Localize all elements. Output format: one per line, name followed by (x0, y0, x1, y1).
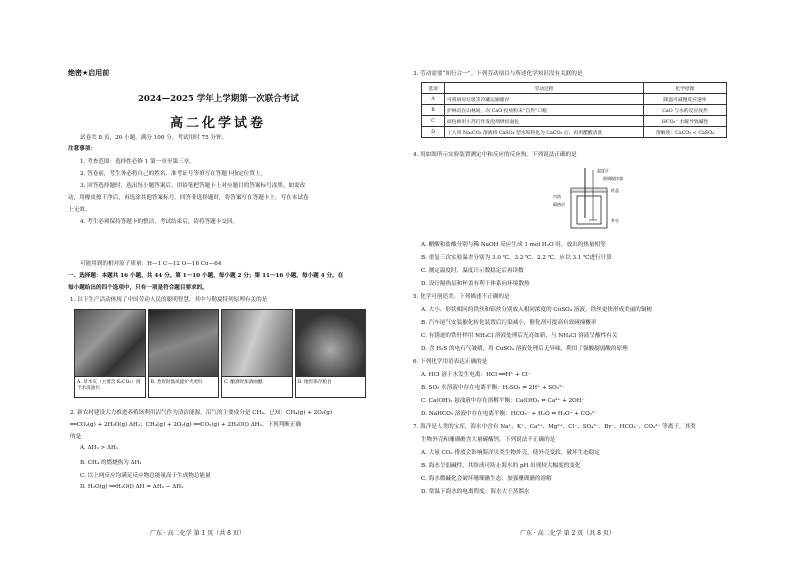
table-cell: 工人用 Na₂CO₃ 溶液将 CaSO₄ 型水垢转化为 CaCO₃ 后，再用醋酸清洗 (445, 127, 644, 138)
option: D. 含 H₂S 的电石气皱褶，用 CuSO₄ 溶液处理后无异味，利用了强酸制弱酸的原理 (421, 346, 628, 352)
option: A. 大小、形状相同的铁丝和铝丝分别放入相同浓度的 CuSO₄ 溶液，铁丝更快形成美丽的铜树 (421, 307, 653, 313)
question-2: ══CO₂(g) + 2H₂O(g) ΔH₁；CH₄(g) + 2O₂(g) ══CO₂(g) + 2H₂O(l) ΔH₂。下列判断正确 (70, 422, 302, 428)
label-thermometer: 温度计 (597, 168, 609, 173)
exam-intro: 试卷共 8 页，20 小题，满分 100 分。考试用时 75 分钟。 (80, 135, 228, 141)
question-6: 6. 下列化学用语表达正确的是 (413, 359, 488, 365)
table-row (422, 94, 727, 105)
photo-charcoal-furnace (148, 309, 220, 377)
page-footer: 广东 · 高二化学 第 1 页（共 8 页） (150, 530, 245, 537)
table-header: 选项 (422, 83, 445, 94)
table-cell: D (422, 127, 445, 138)
table-row (422, 116, 727, 127)
question-4: 4. 用如图所示实验装置测定中和反应的反应热。下列说法正确的是 (413, 152, 577, 158)
option: B. 海水呈弱碱性，其组成可防止海水的 pH 出现较大幅度的变化 (421, 463, 581, 469)
label-insulation: 隔热层 (553, 202, 565, 207)
question-2: 2. 新农村建设大力推进养殖场利用沼气作为清洁能源，沼气的主要成分是 CH₄。已知：CH₄(g) + 2O₂(g) (70, 410, 332, 416)
table-header: 劳动过程 (445, 83, 644, 94)
option: B. 重复三次实验温差分别为 3.0 ℃、3.2 ℃、2.2 ℃，应以 3.1 ℃进行计算 (421, 255, 612, 261)
calorimeter-diagram (553, 166, 633, 234)
section-heading: 一、选择题：本题共 16 小题，共 44 分。第 1～10 小题，每小题 2 分；第 11～16 小题，每小题 4 分。在 (68, 273, 344, 279)
photo-plant-ash (74, 309, 146, 377)
option-b-caption: B. 煮炭时鼓风提炉火更旺 (148, 376, 220, 398)
section-heading: 每小题给出的四个选项中，只有一项是符合题目要求的。 (68, 285, 208, 291)
table-cell: 溶解度：CaCO₃ < CaSO₄ (644, 127, 727, 138)
table-cell: 面包师用小苏打作发泡剂烘焙面包 (445, 116, 644, 127)
table-cell: B (422, 105, 445, 116)
option: D. 设计隔热层和杯盖有利于体系向环境散热 (421, 281, 530, 287)
label-inner-cup: 内筒 (553, 194, 561, 199)
table-header: 化学原理 (644, 83, 727, 94)
question-1: 1. 以下生产活动体现了中国劳动人民的聪明智慧，其中与勒夏特列原理有关的是 (70, 297, 268, 303)
table-cell: A (422, 94, 445, 105)
table-cell: CaO 与水的反应放热 (644, 105, 727, 116)
confidential-mark: 绝密★启用前 (68, 69, 110, 77)
option: B. CH₄ 的燃烧热为 ΔH₁ (80, 460, 142, 466)
option-d-caption: D. 地窖保存粮食 (295, 376, 367, 398)
option: D. H₂O(g) ══H₂O(l) ΔH = ΔH₂ − ΔH₁ (80, 484, 184, 490)
label-lid: 杯盖 (611, 188, 619, 193)
question-2: 的是 (70, 434, 82, 440)
notice-line: 3. 回答选择题时，选出每小题答案后，用铅笔把答题卡上对应题目的答案标号涂黑。如需改 (80, 183, 306, 189)
table-cell: 可将厨房垃圾等冷藏运输储存 (445, 94, 644, 105)
notice-line: 动，用橡皮擦干净后，再选涂其他答案标号。回答非选择题时，将答案写在答题卡上。写在本试卷 (68, 195, 309, 201)
option: C. Ca(OH)₂ 悬浊液中存在溶解平衡：Ca(OH)₂ ⇌ Ca²⁺ + 2OH⁻ (421, 398, 585, 404)
table-cell: HCO₃⁻ 水解导致碱性 (644, 116, 727, 127)
notice-line: 2. 答卷前，考生务必将自己的姓名、准考证号等填写在答题卡指定位置上。 (80, 171, 267, 177)
option: C. 有锈迹的铁杆样用 NH₄Cl 溶液处理后光亮如新，与 NH₄Cl 溶液呈酸性有关 (421, 333, 618, 339)
notice-title: 注意事项： (68, 146, 96, 152)
option: C. 以上两反应均满足反应物总能量高于生成物总能量 (80, 473, 211, 479)
notice-line: 上无效。 (68, 207, 91, 213)
question-5: 5. 化学可创造美。下列描述不正确的是 (413, 294, 510, 300)
option-a-caption: A. 草木灰（主要含 K₂CO₃）溶于水洗油污 (74, 376, 146, 398)
option: A. 大量 CO₂ 排放会影响海洋贝类生物外壳，使外壳变软、破坏生态稳定 (421, 450, 600, 456)
label-stirrer: 玻璃搅拌器 (603, 176, 623, 181)
option: B. 汽车尾气安装催化转化装置后污染减小，催化剂可提高有效碰撞概率 (421, 320, 597, 326)
option: A. HCl 溶于水发生电离：HCl ══H⁺ + Cl⁻ (421, 372, 531, 378)
question-7: 7. 海洋是人类的宝库，海水中含有 Na⁺、K⁺、Ca²⁺、Mg²⁺、Cl⁻、SO₄²⁻、Br⁻、HCO₃⁻、CO₃²⁻ 等离子，其类 (413, 424, 696, 430)
table-cell: 降温可减慢反应速率 (644, 94, 727, 105)
table-row (422, 105, 727, 116)
notice-line: 4. 考生必须保持答题卡的整洁。考试结束后，请将答题卡交回。 (80, 219, 239, 225)
option-c-caption: C. 酿酒时加酒曲酿 (221, 376, 293, 398)
page-footer: 广东 · 高二化学 第 2 页（共 8 页） (520, 530, 615, 537)
option: B. SO₂ 水溶液中存在电离平衡：H₂SO₃ ⇌ 2H⁺ + SO₃²⁻ (421, 385, 565, 391)
option: C. 测定温度时，温度计示数稳定后再读数 (421, 268, 524, 274)
question-3: 3. 劳动需要“知行合一”。下列劳动项目与所述化学知识没有关联的是 (413, 71, 583, 77)
photo-brewing (221, 309, 293, 377)
question-3-table (421, 82, 727, 138)
table-row (422, 127, 727, 138)
question-1-captions (74, 376, 366, 398)
question-1-photos (74, 309, 366, 375)
option: A. ΔH₂ > ΔH₁ (80, 445, 119, 451)
table-cell: 护林员在山林间，向 CaO 投放粉末“自热”口粮 (445, 105, 644, 116)
option: C. 海水微碱化会破坏珊瑚礁生态，加强珊瑚礁的溶解 (421, 476, 552, 482)
option: A. 醋酸和盐酸分别与稀 NaOH 反应生成 1 mol H₂O 时，放出的热量相等 (421, 242, 606, 248)
subject-title: 高二化学试卷 (170, 116, 267, 131)
notice-line: 1. 考查范围：选择性必修 1 第一章至第三章。 (80, 159, 195, 165)
table-cell: C (422, 116, 445, 127)
option: D. NaHCO₃ 溶液中存在电离平衡：HCO₃⁻ + H₂O ⇌ H₃O⁺ + CO₃²⁻ (421, 411, 598, 417)
photo-cellar (295, 309, 367, 377)
atomic-masses: 可能用到的相对原子质量：H—1 C—12 O—16 Cu—64 (80, 261, 222, 267)
table-header-row (422, 83, 727, 94)
exam-title: 2024—2025 学年上学期第一次联合考试 (138, 94, 299, 104)
question-7: 生物外壳和珊瑚礁含大量碳酸钙。下列说法不正确的是 (421, 437, 556, 443)
option: D. 常温下海水的电离程度：海水大于蒸馏水 (421, 489, 530, 495)
lid (571, 188, 607, 192)
label-shell: 外壳 (611, 218, 619, 223)
